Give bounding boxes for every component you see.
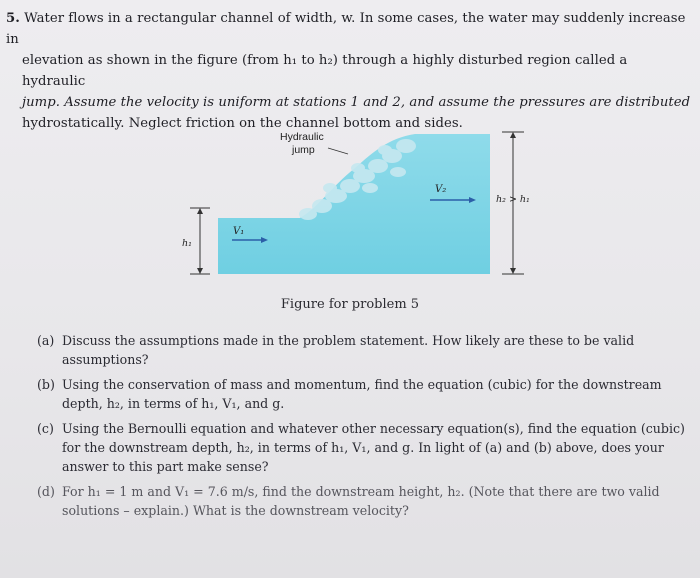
figure-caption: Figure for problem 5 bbox=[280, 297, 420, 312]
water-body bbox=[218, 134, 490, 274]
problem-line-1 bbox=[6, 8, 694, 50]
part-d bbox=[37, 482, 690, 520]
part-c-text: Using the Bernoulli equation and whatever other necessary equation(s), find the equation (cubic) for the downstream depth, h₂, in terms of h₁, V₁, and g. In light of (a) and (b) above, does your answer to this part make sense? bbox=[62, 421, 685, 474]
problem-line-3: jump. Assume the velocity is uniform at stations 1 and 2, and assume the pressures are distributed bbox=[22, 95, 691, 110]
part-c bbox=[37, 419, 690, 476]
problem-line-2: elevation as shown in the figure (from h₁ to h₂) through a highly disturbed region called a hydraulic bbox=[22, 53, 628, 89]
v1-label: V₁ bbox=[233, 226, 245, 237]
part-d-tag: (d) bbox=[37, 484, 55, 499]
part-d-text: For h₁ = 1 m and V₁ = 7.6 m/s, find the downstream height, h₂. (Note that there are two valid solutions – explain.) What is the downstream velocity? bbox=[62, 484, 660, 518]
h1-label: h₁ bbox=[182, 238, 192, 249]
h1-arrow-up bbox=[197, 208, 203, 214]
part-a-tag: (a) bbox=[37, 333, 55, 348]
jump-label-2: jump bbox=[292, 144, 315, 156]
problem-number: 5. bbox=[6, 11, 20, 26]
part-b-tag: (b) bbox=[37, 377, 55, 392]
hydraulic-jump-figure bbox=[180, 128, 540, 278]
h2-arrow-down bbox=[510, 268, 516, 274]
part-a-text: Discuss the assumptions made in the problem statement. How likely are these to be valid assumptions? bbox=[62, 333, 635, 367]
problem-line-4: hydrostatically. Neglect friction on the channel bottom and sides. bbox=[22, 116, 463, 131]
h2-arrow-up bbox=[510, 132, 516, 138]
part-c-tag: (c) bbox=[37, 421, 54, 436]
h2-label: h₂ > h₁ bbox=[496, 194, 530, 205]
jump-label-1: Hydraulic bbox=[280, 131, 324, 143]
problem-parts bbox=[37, 331, 690, 526]
jump-pointer bbox=[328, 148, 348, 154]
problem-statement bbox=[6, 8, 694, 134]
part-b bbox=[37, 375, 690, 413]
part-b-text: Using the conservation of mass and momentum, find the equation (cubic) for the downstream depth, h₂, in terms of h₁, V₁, and g. bbox=[62, 377, 662, 411]
h1-arrow-down bbox=[197, 268, 203, 274]
part-a bbox=[37, 331, 690, 369]
v2-label: V₂ bbox=[435, 184, 447, 195]
problem-text-1: Water flows in a rectangular channel of width, w. In some cases, the water may suddenly increase in bbox=[6, 11, 686, 47]
hydraulic-jump-diagram bbox=[180, 128, 540, 278]
